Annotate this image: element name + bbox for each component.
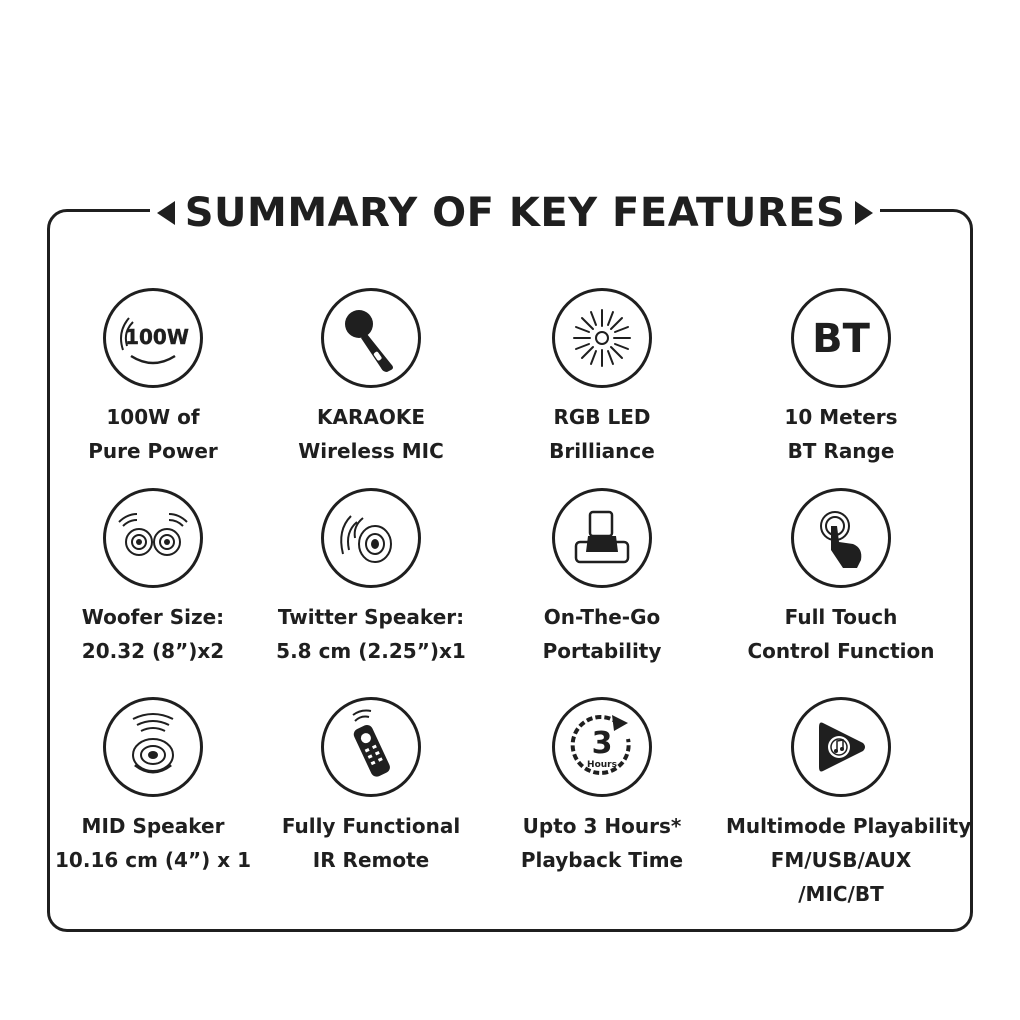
remote-control-icon — [321, 697, 421, 797]
feature-label-line2: BT Range — [787, 439, 895, 463]
feature-label-line2: 20.32 (8”)x2 — [81, 639, 225, 663]
feature-woofer — [38, 488, 268, 668]
svg-text:3: 3 — [591, 726, 613, 761]
svg-text:Hours: Hours — [587, 760, 617, 770]
3-hours-timer-icon — [552, 697, 652, 797]
feature-label-line1: 10 Meters — [784, 405, 898, 429]
tweeter-speaker-icon — [321, 488, 421, 588]
rgb-light-icon — [552, 288, 652, 388]
title-banner — [150, 188, 880, 238]
feature-label-line2: Pure Power — [88, 439, 218, 463]
feature-label-line1: Multimode Playability — [726, 814, 972, 838]
play-music-icon — [791, 697, 891, 797]
feature-label-line2: 5.8 cm (2.25”)x1 — [276, 639, 466, 663]
svg-text:BT: BT — [812, 316, 870, 362]
feature-label-line2: Playback Time — [520, 848, 684, 872]
microphone-icon — [321, 288, 421, 388]
feature-label-line2: 10.16 cm (4”) x 1 — [55, 848, 251, 872]
100w-power-icon — [103, 288, 203, 388]
right-arrow-icon — [855, 201, 873, 225]
feature-mid-speaker — [38, 697, 268, 877]
feature-label-line2: Brilliance — [549, 439, 655, 463]
feature-label-line1: 100W of — [106, 405, 200, 429]
feature-karaoke — [256, 288, 486, 468]
feature-label-line2: Control Function — [747, 639, 935, 663]
carry-handle-icon — [552, 488, 652, 588]
feature-label-line1: Fully Functional — [281, 814, 461, 838]
feature-tweeter — [256, 488, 486, 668]
feature-rgb-led — [487, 288, 717, 468]
feature-label-line1: Full Touch — [784, 605, 898, 629]
left-arrow-icon — [157, 201, 175, 225]
feature-portability — [487, 488, 717, 668]
feature-label-line2: Wireless MIC — [298, 439, 444, 463]
feature-label-line3: /MIC/BT — [798, 882, 884, 906]
feature-label-line1: Upto 3 Hours* — [522, 814, 682, 838]
svg-text:100W: 100W — [125, 325, 189, 349]
feature-label-line1: On-The-Go — [543, 605, 661, 629]
mid-speaker-icon — [103, 697, 203, 797]
page-title: SUMMARY OF KEY FEATURES — [184, 190, 846, 236]
feature-label-line2: FM/USB/AUX — [770, 848, 912, 872]
woofer-icon — [103, 488, 203, 588]
feature-power — [38, 288, 268, 468]
feature-label-line1: RGB LED — [553, 405, 651, 429]
feature-touch — [726, 488, 956, 668]
feature-label-line1: KARAOKE — [316, 405, 426, 429]
feature-ir-remote — [256, 697, 486, 877]
feature-bt-range — [726, 288, 956, 468]
feature-label-line1: MID Speaker — [81, 814, 225, 838]
feature-multimode — [726, 697, 972, 911]
touch-hand-icon — [791, 488, 891, 588]
feature-playback — [487, 697, 717, 877]
feature-label-line2: Portability — [542, 639, 662, 663]
feature-label-line1: Woofer Size: — [81, 605, 225, 629]
feature-label-line1: Twitter Speaker: — [277, 605, 465, 629]
feature-label-line2: IR Remote — [312, 848, 430, 872]
bluetooth-bt-icon — [791, 288, 891, 388]
